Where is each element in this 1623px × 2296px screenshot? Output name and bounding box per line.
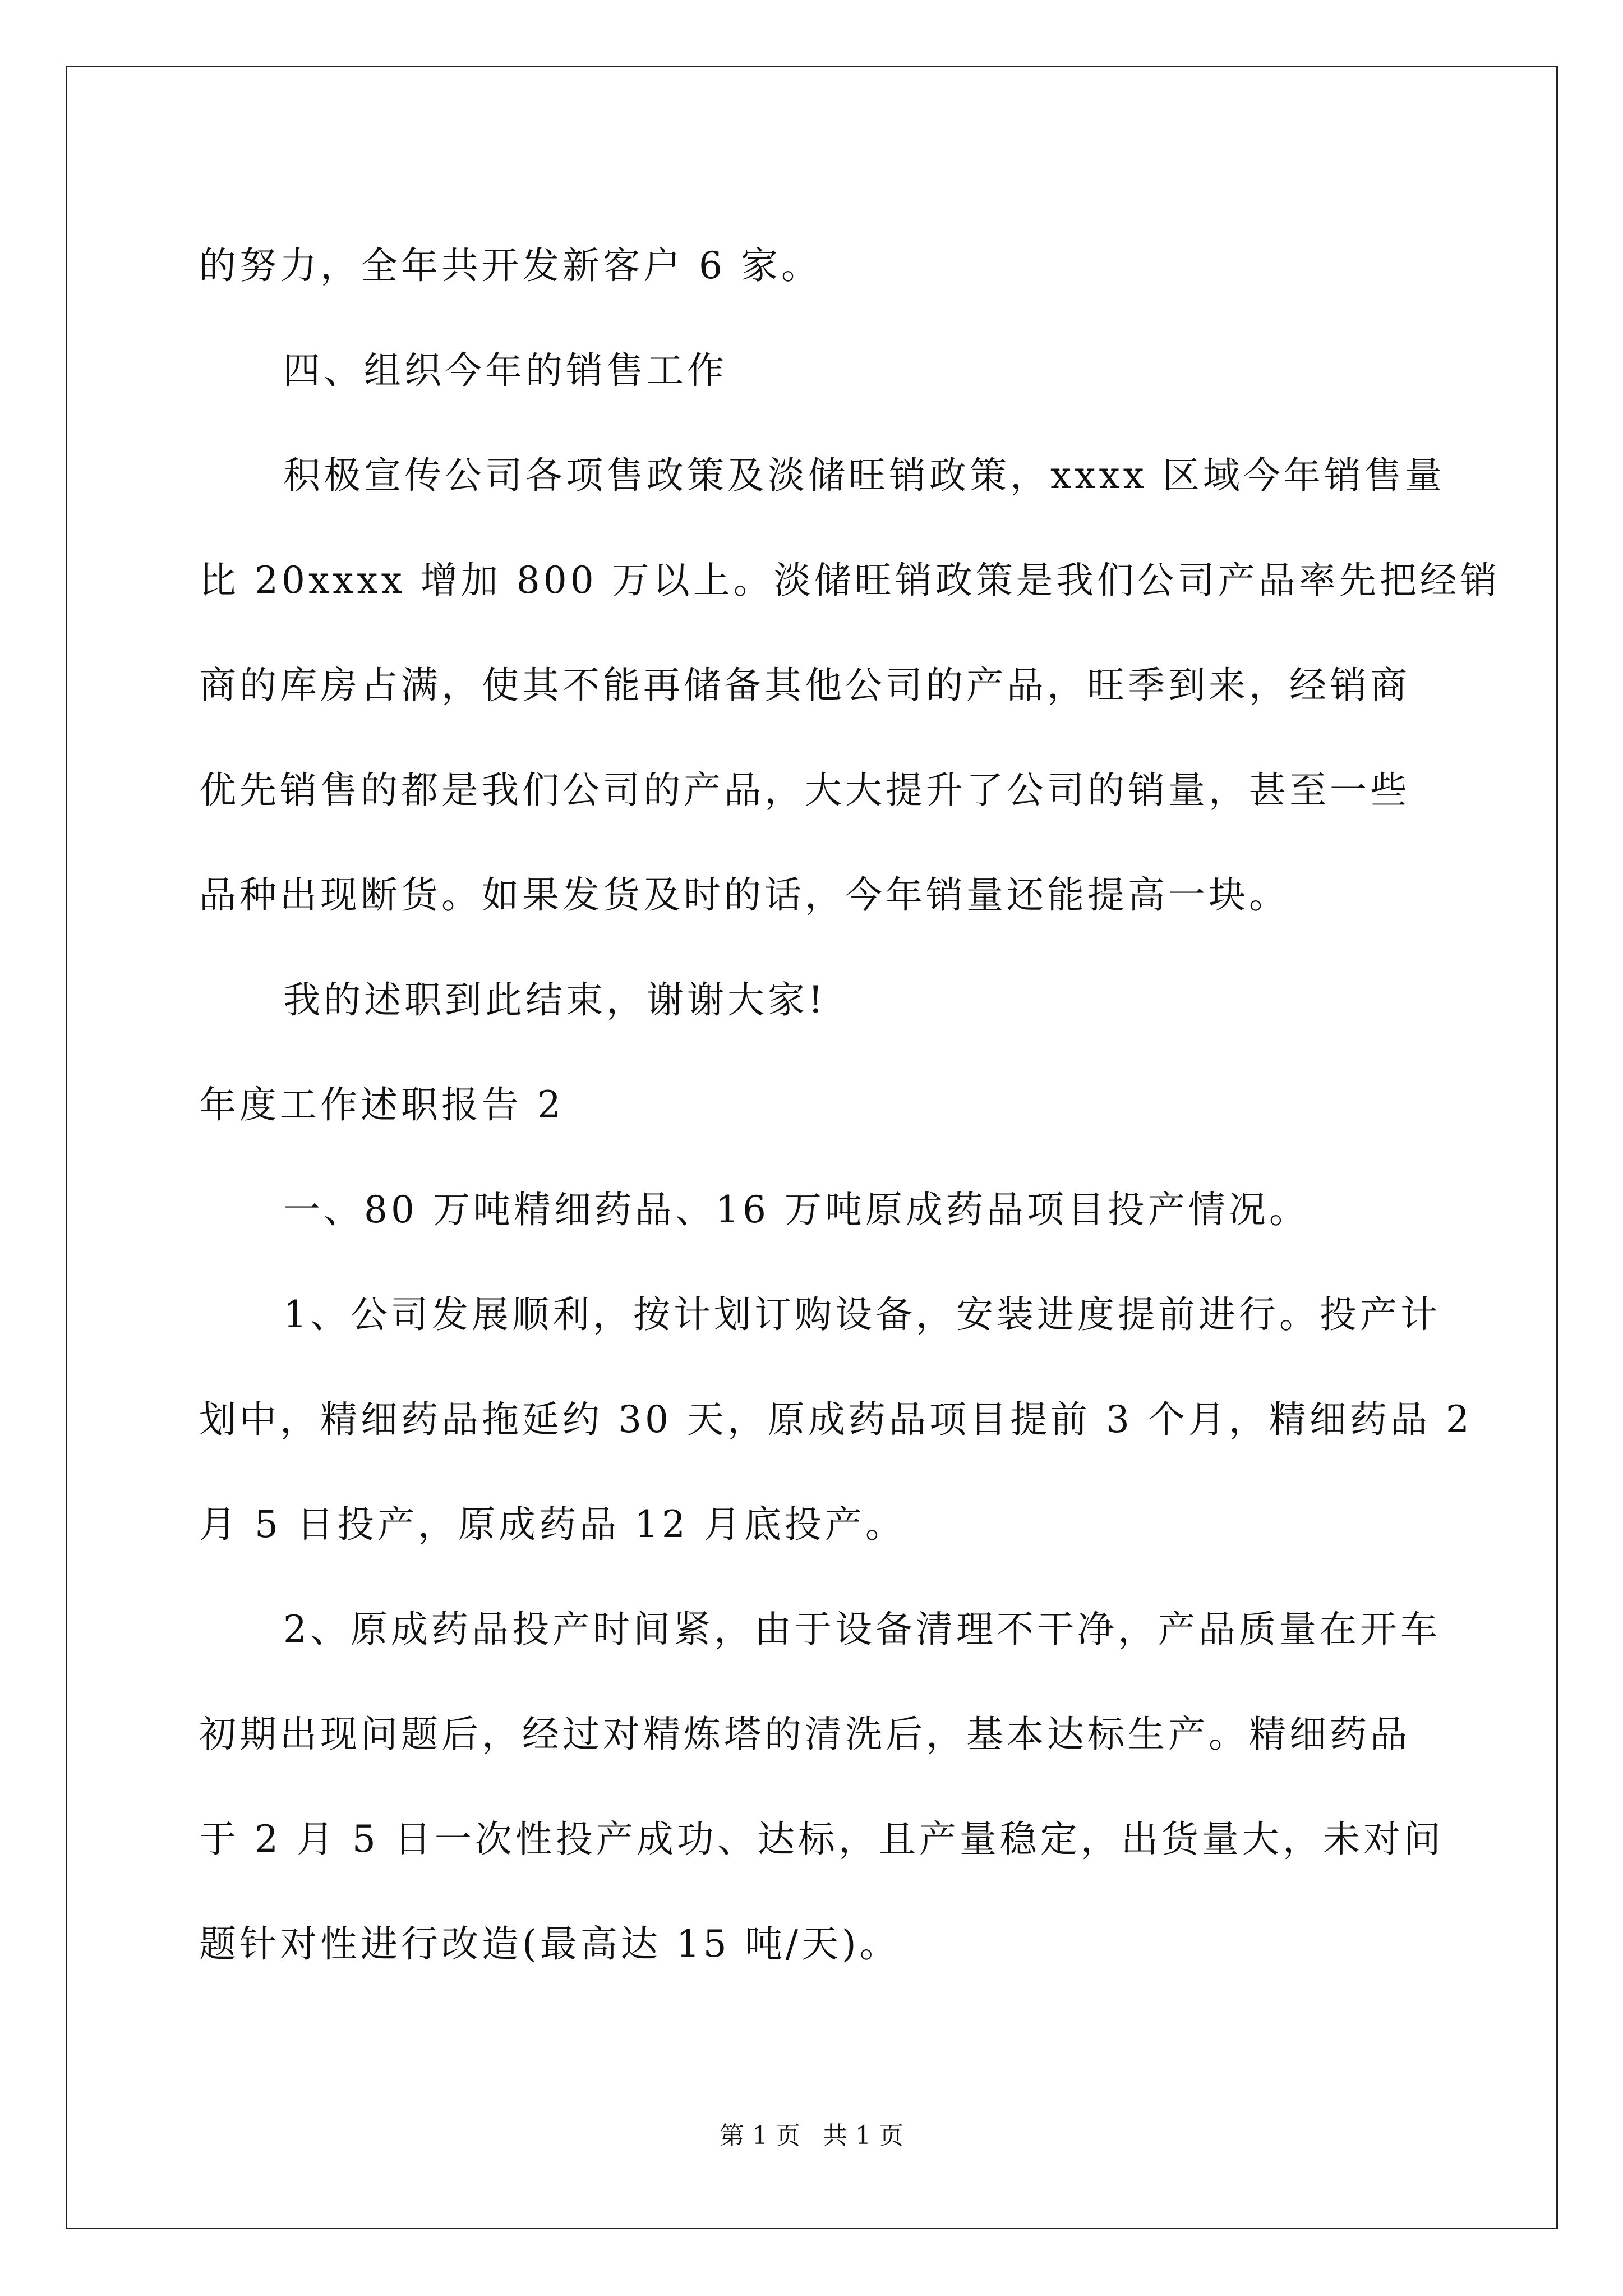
page-footer <box>0 2119 1623 2153</box>
text-line-4: 比 20xxxx 增加 800 万以上。淡储旺销政策是我们公司产品率先把经销 <box>199 559 1501 602</box>
text-line-16: 于 2 月 5 日一次性投产成功、达标，且产量稳定，出货量大，未对问 <box>199 1818 1444 1861</box>
text-line-15: 初期出现问题后，经过对精炼塔的清洗后，基本达标生产。精细药品 <box>199 1713 1410 1756</box>
section-heading-1: 一、80 万吨精细药品、16 万吨原成药品项目投产情况。 <box>283 1188 1310 1231</box>
text-line-6: 优先销售的都是我们公司的产品，大大提升了公司的销量，甚至一些 <box>199 769 1410 812</box>
text-line-7: 品种出现断货。如果发货及时的话，今年销量还能提高一块。 <box>199 873 1289 917</box>
document-body <box>199 213 1501 1996</box>
text-line-1: 的努力，全年共开发新客户 6 家。 <box>199 244 822 287</box>
report-title-2: 年度工作述职报告 2 <box>199 1083 564 1126</box>
page-total: 共 1 页 <box>823 2122 903 2150</box>
closing-line: 我的述职到此结束，谢谢大家! <box>283 978 827 1022</box>
page-number: 第 1 页 <box>720 2122 800 2150</box>
text-line-5: 商的库房占满，使其不能再储备其他公司的产品，旺季到来，经销商 <box>199 664 1410 707</box>
text-line-17: 题针对性进行改造(最高达 15 吨/天)。 <box>199 1922 900 1966</box>
section-heading-4: 四、组织今年的销售工作 <box>283 349 727 392</box>
text-line-12: 划中，精细药品拖延约 30 天，原成药品项目提前 3 个月，精细药品 2 <box>199 1398 1473 1441</box>
text-line-14: 2、原成药品投产时间紧，由于设备清理不干净，产品质量在开车 <box>283 1608 1441 1651</box>
text-line-13: 月 5 日投产，原成药品 12 月底投产。 <box>199 1503 906 1546</box>
text-line-11: 1、公司发展顺利，按计划订购设备，安装进度提前进行。投产计 <box>283 1293 1441 1336</box>
text-line-3: 积极宣传公司各项售政策及淡储旺销政策，xxxx 区域今年销售量 <box>283 454 1445 497</box>
